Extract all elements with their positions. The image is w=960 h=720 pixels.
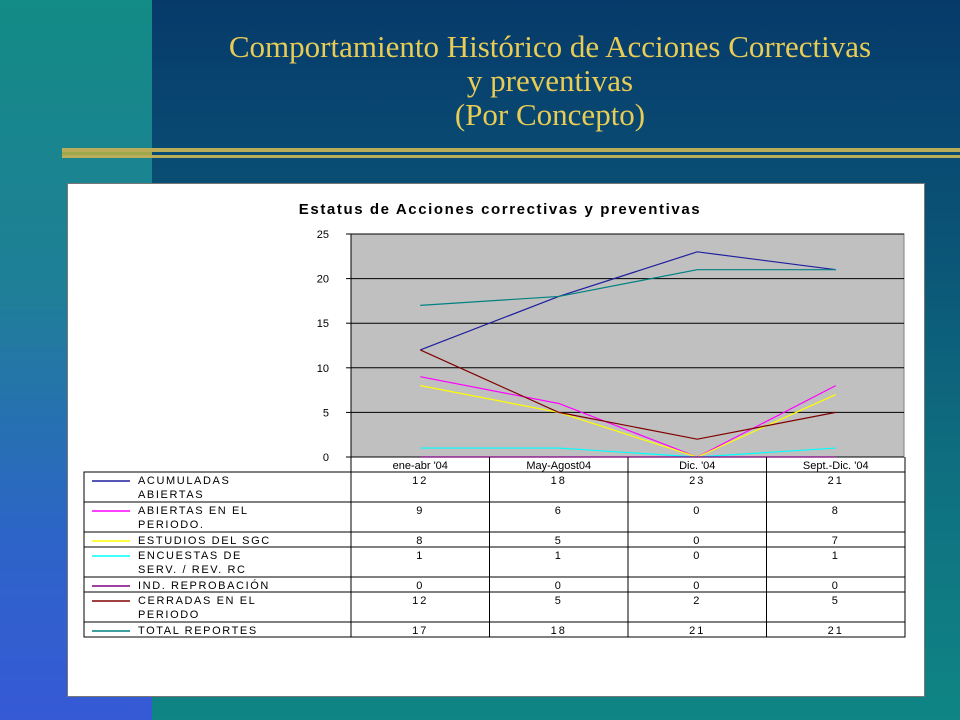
legend-label-0-0: ACUMULADAS	[138, 475, 231, 487]
chart-title: Estatus de Acciones correctivas y preventivas	[298, 201, 702, 218]
table-cell-1-2: 0	[693, 505, 702, 517]
y-tick-label-0: 0	[322, 452, 329, 464]
table-cell-5-0: 12	[412, 595, 429, 607]
table-cell-4-1: 0	[554, 580, 563, 592]
table-cell-5-3: 5	[831, 595, 840, 607]
table-cell-1-0: 9	[416, 505, 425, 517]
legend-label-1-0: ABIERTAS EN EL	[138, 505, 249, 517]
legend-label-5-0: CERRADAS EN EL	[138, 595, 257, 607]
table-cell-0-0: 12	[412, 475, 429, 487]
table-cell-2-0: 8	[416, 535, 425, 547]
data-table	[84, 457, 905, 637]
legend-label-6-0: TOTAL REPORTES	[138, 625, 258, 637]
table-cell-3-3: 1	[831, 550, 840, 562]
y-tick-label-25: 25	[316, 229, 329, 241]
table-cell-6-1: 18	[550, 625, 567, 637]
legend-label-2-0: ESTUDIOS DEL SGC	[138, 535, 271, 547]
legend-label-1-1: PERIODO.	[138, 519, 205, 531]
table-cell-2-3: 7	[831, 535, 840, 547]
legend-label-3-0: ENCUESTAS DE	[138, 550, 242, 562]
y-tick-label-15: 15	[316, 318, 329, 331]
table-cell-0-1: 18	[550, 475, 567, 487]
table-cell-3-0: 1	[416, 550, 425, 562]
table-cell-4-0: 0	[416, 580, 425, 592]
y-axis	[317, 229, 351, 464]
table-cell-5-1: 5	[554, 595, 563, 607]
x-tick-label-2: Dic. '04	[679, 460, 716, 472]
slide-title-line-3: (Por Concepto)	[454, 97, 646, 132]
x-tick-label-3: Sept.-Dic. '04	[802, 460, 869, 472]
slide-title	[152, 30, 948, 132]
table-cell-1-1: 6	[554, 505, 563, 517]
y-tick-label-5: 5	[322, 407, 329, 420]
table-cell-2-1: 5	[554, 535, 563, 547]
table-cell-3-2: 0	[693, 550, 702, 562]
x-tick-label-1: May-Agost04	[526, 460, 592, 472]
chart-panel	[67, 183, 925, 697]
slide-title-line-2: y preventivas	[466, 63, 634, 98]
title-rule-top	[62, 148, 960, 152]
legend-label-5-1: PERIODO	[138, 609, 200, 621]
title-rule-bottom	[62, 155, 960, 158]
legend-label-4-0: IND. REPROBACIÓN	[138, 580, 270, 592]
table-cell-0-3: 21	[827, 475, 844, 487]
table-cell-6-2: 21	[689, 625, 706, 637]
slide-title-line-1: Comportamiento Histórico de Acciones Correctivas	[228, 29, 872, 64]
y-tick-label-20: 20	[316, 273, 329, 286]
table-cell-4-3: 0	[831, 580, 840, 592]
table-cell-4-2: 0	[693, 580, 702, 592]
table-cell-6-3: 21	[827, 625, 844, 637]
table-cell-6-0: 17	[412, 625, 429, 637]
table-cell-1-3: 8	[831, 505, 840, 517]
legend-label-0-1: ABIERTAS	[138, 489, 205, 501]
table-cell-5-2: 2	[693, 595, 702, 607]
x-tick-label-0: ene-abr '04	[392, 460, 448, 472]
table-cell-3-1: 1	[554, 550, 563, 562]
table-cell-2-2: 0	[693, 535, 702, 547]
table-cell-0-2: 23	[689, 475, 706, 487]
y-tick-label-10: 10	[316, 362, 329, 375]
legend-label-3-1: SERV. / REV. RC	[138, 564, 247, 576]
line-chart	[68, 184, 924, 696]
